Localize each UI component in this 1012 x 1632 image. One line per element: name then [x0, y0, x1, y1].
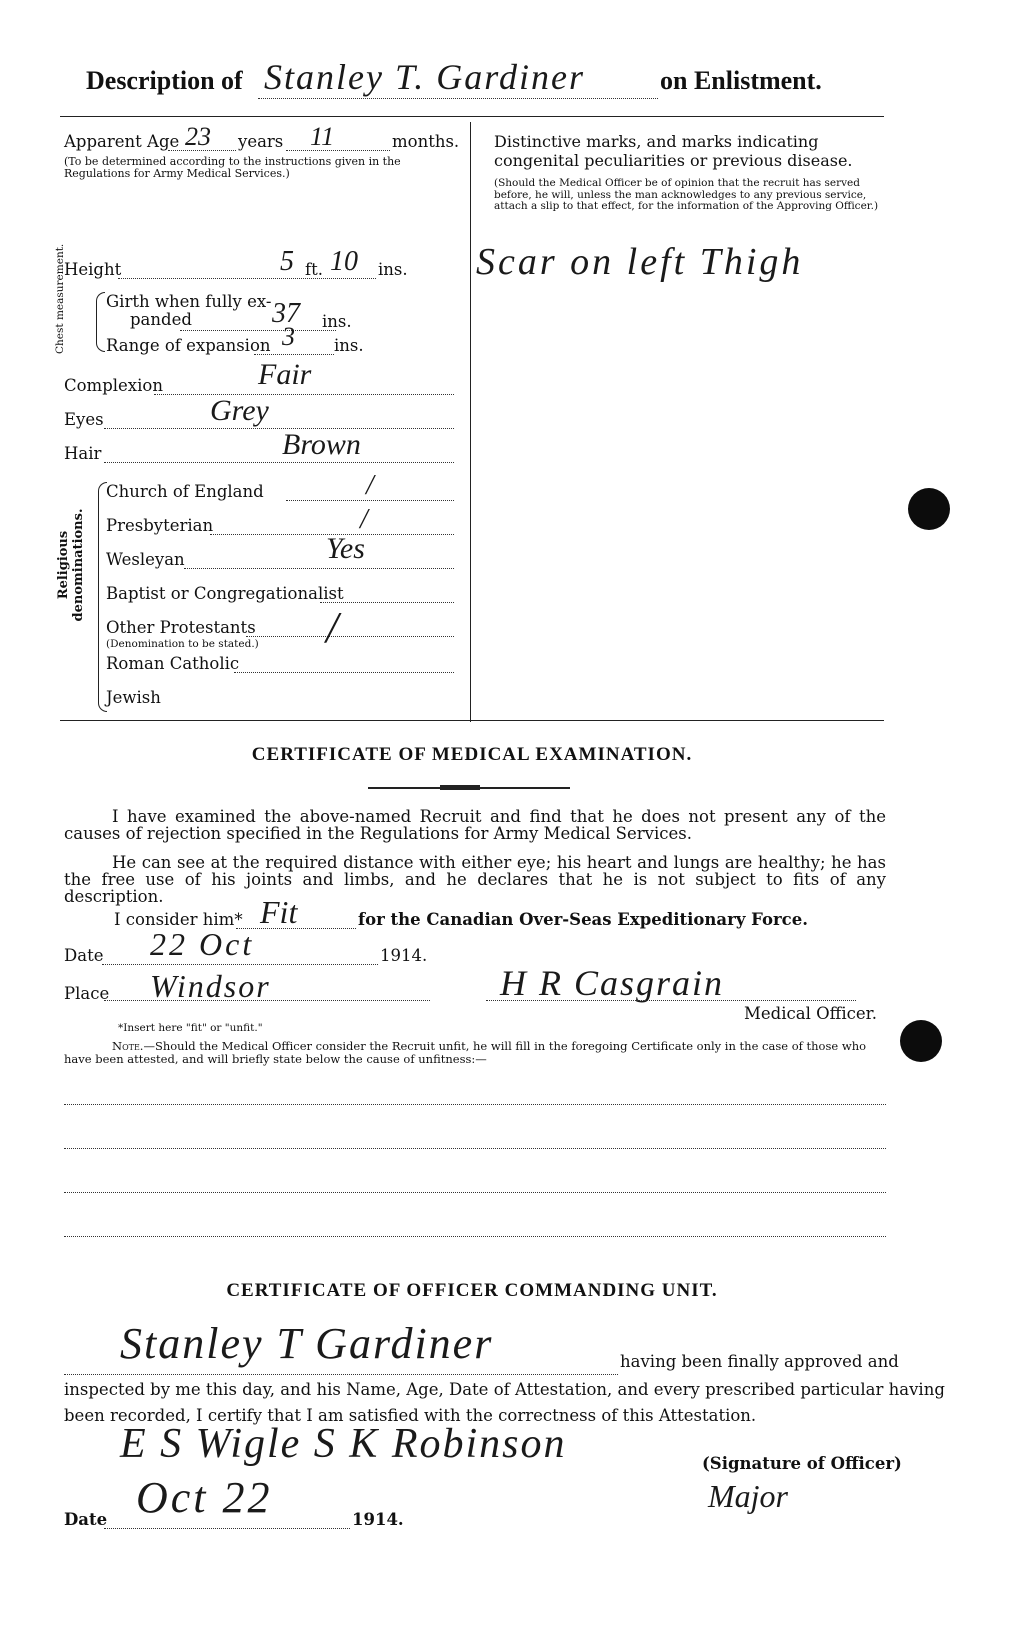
- religion-item-value: /: [360, 504, 368, 535]
- commanding-name-line: [64, 1374, 618, 1375]
- religion-item-value: /: [366, 470, 374, 501]
- range-line: [254, 354, 334, 355]
- document-title: [86, 66, 243, 96]
- column-divider: [470, 122, 471, 722]
- medical-officer-signature: H R Casgrain: [500, 963, 725, 1003]
- age-years-value: 23: [185, 122, 211, 151]
- complexion-label: Complexion: [64, 376, 163, 395]
- commanding-rank: Major: [708, 1478, 788, 1514]
- commanding-year: 1914.: [352, 1510, 404, 1529]
- medical-signature-line: [486, 1000, 856, 1001]
- hair-value: Brown: [282, 428, 361, 461]
- height-ft-value: 5: [280, 246, 294, 277]
- section-rule: [60, 720, 884, 721]
- medical-date-value: 22 Oct: [150, 926, 255, 962]
- girth-line: [180, 330, 336, 331]
- header-rule: [60, 116, 884, 117]
- hair-label: Hair: [64, 444, 102, 463]
- punch-hole: [900, 1020, 942, 1062]
- hair-line: [104, 462, 454, 463]
- consider-value: Fit: [260, 894, 298, 930]
- height-label: Height: [64, 260, 122, 279]
- age-months-value: 11: [310, 122, 335, 151]
- commanding-date-value: Oct 22: [136, 1473, 273, 1522]
- religion-item-label: Roman Catholic: [106, 654, 240, 673]
- commanding-text-3: been recorded, I certify that I am satisfied with the correctness of this Attestation.: [64, 1406, 757, 1425]
- marks-note: (Should the Medical Officer be of opinion that the recruit has served before, he will, unless the man acknowledges to any previous service, attach a slip to that effect, for the information of the Approving Officer.): [494, 177, 879, 212]
- medical-paragraph-2: He can see at the required distance with either eye; his heart and lungs are healthy; he has the free use of his joints and limbs, and he declares that he is not subject to fits of any description.: [64, 853, 886, 906]
- commanding-officer-signature: E S Wigle S K Robinson: [120, 1421, 567, 1467]
- girth-label-2: panded: [130, 310, 192, 329]
- consider-label: I consider him*: [114, 910, 243, 929]
- age-months-line: [286, 150, 390, 151]
- marks-heading: Distinctive marks, and marks indicating congenital peculiarities or previous disease.: [494, 132, 853, 170]
- recruit-name-line: [258, 98, 658, 99]
- years-label: years: [238, 132, 284, 151]
- girth-value: 37: [272, 298, 300, 329]
- unfitness-line: [64, 1104, 886, 1105]
- religion-line: [246, 636, 454, 637]
- complexion-line: [154, 394, 454, 395]
- religion-item-label: Baptist or Congregationalist: [106, 584, 344, 603]
- religion-item-label: Jewish: [106, 688, 161, 707]
- range-label: Range of expansion: [106, 336, 271, 355]
- commanding-text-1: having been finally approved and: [620, 1352, 899, 1371]
- religion-item-label: Church of England: [106, 482, 264, 501]
- recruit-name-handwritten: Stanley T. Gardiner: [264, 57, 585, 97]
- title-suffix: on Enlistment.: [660, 66, 822, 95]
- note-label: Note.: [112, 1039, 144, 1053]
- unfitness-line: [64, 1236, 886, 1237]
- unfitness-line: [64, 1192, 886, 1193]
- insert-note: *Insert here "fit" or "unfit.": [118, 1022, 263, 1034]
- unfitness-line: [64, 1148, 886, 1149]
- commanding-recruit-name: Stanley T Gardiner: [120, 1319, 494, 1368]
- title-underline-center: [440, 785, 480, 790]
- commanding-certificate-title: CERTIFICATE OF OFFICER COMMANDING UNIT.: [226, 1280, 718, 1301]
- religion-item-label: Other Protestants: [106, 618, 256, 637]
- apparent-age-label: Apparent Age: [64, 132, 180, 151]
- eyes-value: Grey: [210, 394, 269, 427]
- place-value: Windsor: [150, 968, 271, 1004]
- title-prefix: Description of: [86, 66, 243, 95]
- medical-officer-label: Medical Officer.: [744, 1004, 877, 1023]
- height-ins-label: ins.: [378, 260, 408, 279]
- range-ins-label: ins.: [334, 336, 364, 355]
- medical-year: 1914.: [380, 946, 428, 965]
- punch-hole: [908, 488, 950, 530]
- girth-ins-label: ins.: [322, 312, 352, 331]
- note-text: —Should the Medical Officer consider the Recruit unfit, he will fill in the foregoing Certificate only in the case of those who have been attested, and will briefly state below the cause of unfitness:—: [64, 1039, 867, 1066]
- religion-line: [320, 602, 454, 603]
- consider-suffix: for the Canadian Over-Seas Expeditionary Force.: [358, 910, 808, 929]
- religion-item-value: Yes: [326, 532, 365, 565]
- eyes-label: Eyes: [64, 410, 104, 429]
- commanding-date-label: Date: [64, 1510, 108, 1529]
- religion-line: [184, 568, 454, 569]
- religion-side-label-1: Religious: [56, 530, 71, 600]
- height-in-value: 10: [330, 246, 358, 277]
- commanding-date-line: [104, 1528, 350, 1529]
- chest-side-text: Chest measurement.: [54, 243, 66, 354]
- religion-side-label: [56, 480, 88, 650]
- medical-certificate-title: CERTIFICATE OF MEDICAL EXAMINATION.: [251, 744, 693, 765]
- unfitness-note: [64, 1040, 886, 1066]
- place-label: Place: [64, 984, 110, 1003]
- chest-side-label: [54, 243, 68, 354]
- religion-side-label-2: denominations.: [71, 508, 86, 622]
- religion-item-value: /: [326, 603, 339, 652]
- medical-paragraph-1: I have examined the above-named Recruit and find that he does not present any of the causes of rejection specified in the Regulations for Army Medical Services.: [64, 807, 886, 843]
- girth-label-1: Girth when fully ex-: [106, 292, 272, 311]
- commanding-text-2: inspected by me this day, and his Name, Age, Date of Attestation, and every prescribed particular having: [64, 1380, 945, 1399]
- other-protestants-note: (Denomination to be stated.): [106, 638, 259, 650]
- chest-brace: [96, 292, 105, 352]
- religion-item-label: Wesleyan: [106, 550, 185, 569]
- medical-date-line: [102, 964, 378, 965]
- religion-line: [234, 672, 454, 673]
- months-label: months.: [392, 132, 460, 151]
- medical-date-label: Date: [64, 946, 104, 965]
- signature-of-officer-label: (Signature of Officer): [702, 1454, 902, 1473]
- eyes-line: [104, 428, 454, 429]
- age-instruction-note: (To be determined according to the instructions given in the Regulations for Army Medical Services.): [64, 155, 401, 180]
- height-line: [118, 278, 376, 279]
- complexion-value: Fair: [258, 358, 312, 391]
- range-value: 3: [282, 322, 295, 351]
- religion-item-label: Presbyterian: [106, 516, 214, 535]
- ft-label: ft.: [305, 260, 323, 279]
- marks-value: Scar on left Thigh: [476, 241, 804, 283]
